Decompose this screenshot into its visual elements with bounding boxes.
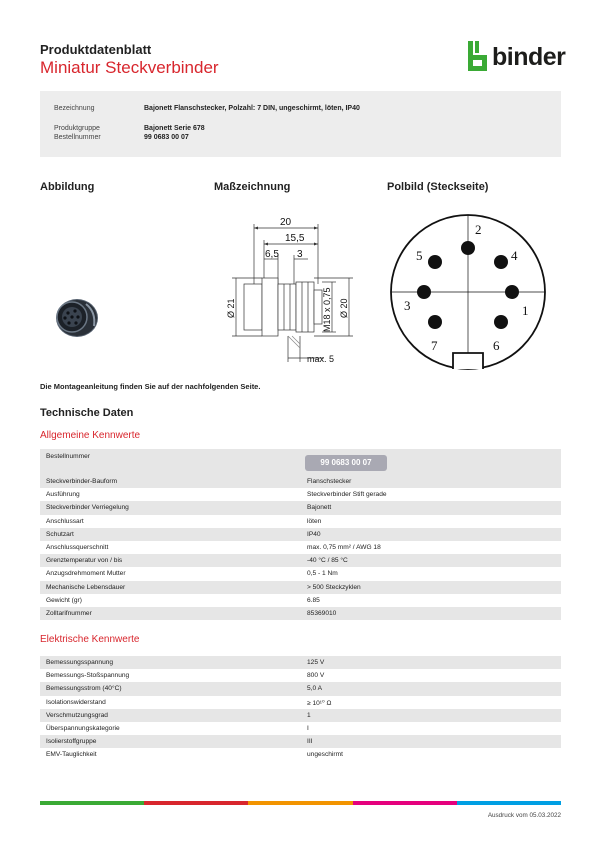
table-row <box>40 682 561 695</box>
table-row <box>40 541 561 554</box>
row-label: Überspannungskategorie <box>46 724 120 732</box>
row-label: Steckverbinder Verriegelung <box>46 504 129 512</box>
footer-color-segment <box>457 801 561 805</box>
row-label: Anschlussquerschnitt <box>46 543 109 551</box>
row-value: 0,5 - 1 Nm <box>307 570 338 578</box>
brand-logo <box>468 41 564 73</box>
general-table <box>40 449 561 620</box>
dim-3-label: 3 <box>297 249 303 260</box>
footer-color-segment <box>40 801 144 805</box>
table-row <box>40 554 561 567</box>
pin-3-label: 3 <box>404 298 411 313</box>
masszeichnung-heading: Maßzeichnung <box>214 181 291 193</box>
pin-6-label: 6 <box>493 338 500 353</box>
row-value: ungeschirmt <box>307 751 343 759</box>
row-value: I <box>307 724 309 732</box>
row-label: Bemessungsspannung <box>46 659 114 666</box>
row-value: -40 °C / 85 °C <box>307 557 348 565</box>
row-label: Mechanische Lebensdauer <box>46 583 126 591</box>
footer-color-segment <box>144 801 248 805</box>
row-label: Grenztemperatur von / bis <box>46 557 123 565</box>
row-value: 6.85 <box>307 596 320 604</box>
table-row <box>40 709 561 722</box>
order-number-badge: 99 0683 00 07 <box>305 455 387 471</box>
pin-1-label: 1 <box>522 303 529 318</box>
dimension-drawing <box>222 212 362 370</box>
order-number-label: Bestellnummer <box>46 453 90 460</box>
dim-20-label: 20 <box>280 217 292 228</box>
pin-2-label: 2 <box>475 222 482 237</box>
table-row <box>40 735 561 748</box>
product-photo <box>50 292 100 340</box>
row-value: löten <box>307 517 322 525</box>
pin-7 <box>428 315 442 329</box>
row-label: Schutzart <box>46 530 74 538</box>
technical-data-heading: Technische Daten <box>40 407 134 419</box>
order-number-row <box>40 449 561 475</box>
abbildung-heading: Abbildung <box>40 181 95 193</box>
page-title: Miniatur Steckverbinder <box>40 58 219 77</box>
dim-6-5-label: 6,5 <box>265 249 279 260</box>
row-label: Verschmutzungsgrad <box>46 711 108 719</box>
produktgruppe-label: Produktgruppe <box>54 125 100 132</box>
table-row <box>40 594 561 607</box>
row-value: 125 V <box>307 659 325 666</box>
row-value: III <box>307 738 313 746</box>
row-value: > 500 Steckzyklen <box>307 583 361 591</box>
document-type: Produktdatenblatt <box>40 42 152 57</box>
pin-6 <box>494 315 508 329</box>
table-row <box>40 567 561 580</box>
bezeichnung-value: Bajonett Flanschstecker, Polzahl: 7 DIN, ungeschirmt, löten, IP40 <box>144 105 360 112</box>
bezeichnung-label: Bezeichnung <box>54 105 95 112</box>
table-row <box>40 515 561 528</box>
binder-logo-icon <box>468 41 490 71</box>
row-value: 1 <box>307 711 311 719</box>
electrical-table <box>40 656 561 762</box>
bestellnummer-label: Bestellnummer <box>54 134 101 141</box>
pin-7-label: 7 <box>431 338 438 353</box>
table-row <box>40 475 561 488</box>
table-row <box>40 528 561 541</box>
row-value: 5,0 A <box>307 685 323 693</box>
row-label: Isolationswiderstand <box>46 698 106 706</box>
pin-diagram-key <box>453 353 483 369</box>
row-label: Zolltarifnummer <box>46 609 92 617</box>
row-value: ≥ 10¹⁰ Ω <box>307 699 332 707</box>
electrical-heading: Elektrische Kennwerte <box>40 634 140 645</box>
row-value: max. 0,75 mm² / AWG 18 <box>307 543 381 551</box>
row-label: Bemessungs-Stoßspannung <box>46 672 130 680</box>
pin-5-label: 5 <box>416 248 423 263</box>
table-row <box>40 607 561 620</box>
row-label: Anzugsdrehmoment Mutter <box>46 570 126 578</box>
table-row <box>40 501 561 514</box>
pin-1 <box>505 285 519 299</box>
bestellnummer-value: 99 0683 00 07 <box>144 134 189 141</box>
dim-max5-label: max. 5 <box>307 354 335 364</box>
row-value: Flanschstecker <box>307 478 352 485</box>
row-label: Steckverbinder-Bauform <box>46 478 118 485</box>
table-row <box>40 656 561 669</box>
table-row <box>40 669 561 682</box>
dim-15-5-label: 15,5 <box>285 233 305 244</box>
row-value: IP40 <box>307 530 321 538</box>
pin-4-label: 4 <box>511 248 518 263</box>
pin-2 <box>461 241 475 255</box>
row-label: Gewicht (gr) <box>46 596 82 604</box>
dim-m18-label: M18 x 0,75 <box>322 287 332 332</box>
pin-4 <box>494 255 508 269</box>
row-value: Bajonett <box>307 504 332 512</box>
pin-3 <box>417 285 431 299</box>
pin-diagram <box>385 212 555 372</box>
table-row <box>40 696 561 709</box>
polbild-heading: Polbild (Steckseite) <box>387 181 489 193</box>
dim-d20-label: Ø 20 <box>339 298 349 318</box>
row-value: Steckverbinder Stift gerade <box>307 491 387 499</box>
row-value: 85369010 <box>307 609 337 617</box>
table-row <box>40 722 561 735</box>
table-row <box>40 748 561 761</box>
row-value: 800 V <box>307 672 325 680</box>
general-heading: Allgemeine Kennwerte <box>40 430 141 441</box>
dim-d21-label: Ø 21 <box>226 298 236 318</box>
row-label: Bemessungsstrom (40°C) <box>46 685 122 693</box>
footer-color-segment <box>353 801 457 805</box>
row-label: EMV-Tauglichkeit <box>46 751 97 759</box>
assembly-note: Die Montageanleitung finden Sie auf der nachfolgenden Seite. <box>40 382 261 391</box>
pin-5 <box>428 255 442 269</box>
row-label: Ausführung <box>46 491 80 499</box>
row-label: Anschlussart <box>46 517 84 525</box>
table-row <box>40 488 561 501</box>
print-date: Ausdruck vom 05.03.2022 <box>487 812 561 819</box>
logo-text: binder <box>492 43 566 71</box>
row-label: Isolierstoffgruppe <box>46 738 97 746</box>
footer-color-bar <box>40 801 561 805</box>
table-row <box>40 581 561 594</box>
product-info-box <box>40 91 561 157</box>
produktgruppe-value: Bajonett Serie 678 <box>144 125 205 132</box>
footer-color-segment <box>248 801 352 805</box>
